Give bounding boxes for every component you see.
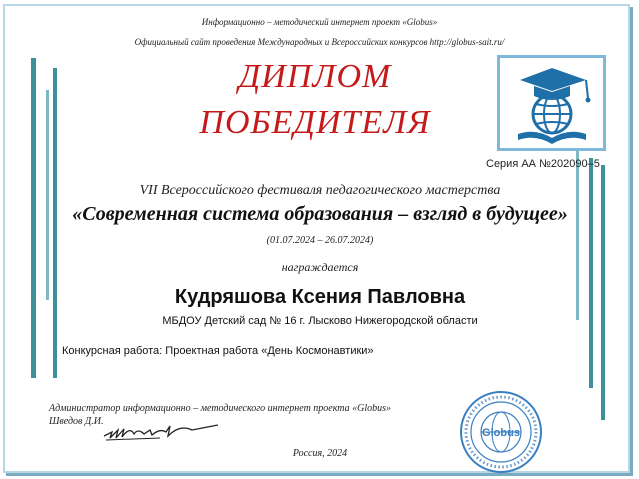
header-line-2: Официальный сайт проведения Международных и Всероссийских конкурсов http://globus-sait.ru/: [134, 37, 505, 47]
signature-image: [100, 420, 220, 444]
title-diploma: ДИПЛОМ: [238, 58, 392, 95]
recipient-organization: МБДОУ Детский сад № 16 г. Лысково Нижегородской области: [162, 315, 478, 327]
right-bar-3: [601, 165, 605, 420]
left-bar-1: [31, 58, 36, 378]
recipient-name: Кудряшова Ксения Павловна: [174, 286, 466, 308]
right-bar-2: [589, 158, 593, 388]
contest-dates: (01.07.2024 – 26.07.2024): [266, 235, 374, 246]
competition-work: Конкурсная работа: Проектная работа «День Космонавтики»: [62, 345, 374, 357]
series-number: Серия АА №202090–5: [486, 158, 600, 170]
awarded-label: награждается: [281, 260, 359, 274]
place-year: Россия, 2024: [292, 448, 348, 459]
right-bar-1: [576, 150, 579, 320]
left-bar-3: [53, 68, 57, 378]
festival-title: VII Всероссийского фестиваля педагогического мастерства: [139, 183, 501, 198]
stamp-text: Globus: [482, 427, 520, 439]
contest-name: «Современная система образования – взгляд в будущее»: [72, 203, 568, 225]
logo-graduation-globe-icon: [497, 55, 606, 151]
title-winner: ПОБЕДИТЕЛЯ: [199, 104, 431, 141]
admin-title: Администратор информационно – методического интернет проекта «Globus»: [49, 403, 392, 414]
header-line-1: Информационно – методический интернет проект «Globus»: [201, 17, 438, 27]
globus-stamp-icon: [458, 389, 544, 475]
admin-name: Шведов Д.И.: [49, 416, 104, 427]
left-bar-2: [46, 90, 49, 300]
